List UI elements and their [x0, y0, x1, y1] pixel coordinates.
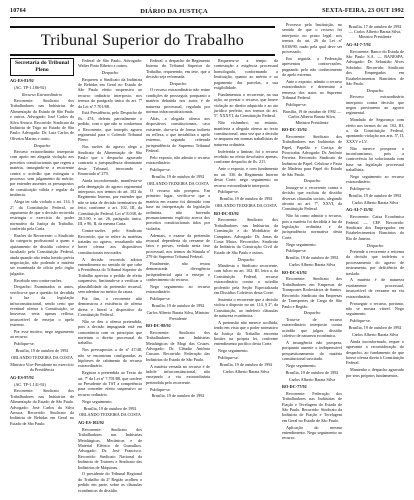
paragraph: Contra-razões pelo Sindicato Recorrido, que se refere às matérias tratadas no agravo, ressaltando não haver ofensa aos dispositivos constitucionais invocados. [78, 228, 142, 255]
signature-line: Brasília, 19 de outubro de 1992 [83, 405, 137, 411]
case-number: AG-ES-81/92 [10, 78, 34, 83]
case-number: RO-DC-88/92 [146, 322, 171, 328]
paragraph: Requereu-se a tempo da contestação a exigência processual homologada, conformando a Instituição, quanto ao mérito e ao pagamento das parcelas, a sua exigibilidade. [214, 58, 278, 91]
paragraph: A insurgência não prospera, porquanto ausente o indispensável prequestionamento da matéria constitucional suscitada. [282, 339, 342, 361]
paragraph: Recebido sem contra-razões. [14, 277, 63, 283]
subheading: Despacho [366, 87, 384, 93]
paragraph: Mandado de Segurança com efeito nos termos do art. 102, III, a, da Constituição Federal, apontando violação aos arts. 5º, II, XXXV e LV. [346, 117, 404, 144]
signature-line: Brasília, 19 de outubro de 1992 [285, 369, 339, 375]
paragraph: Publique-se. [14, 341, 35, 347]
publication-name: DIÁRIO DA JUSTIÇA [140, 7, 208, 15]
paragraph: Razões do Recorrente: o Sindicato da categoria profissional a quem o ajuizamento de dissídio coletivo é facultado pela Constituição Federal, ainda quando não tenha havido prévia negociação, não podendo a matéria ser examinada de ofício pelo órgão julgador. [10, 232, 74, 276]
paragraph: Recorrente: Sindicato dos Trabalhadores nas Indústrias Metalúrgicas de Mogi das Cruzes. Advogado: Dr. Cláudio Antônio Cassaro. Recorrido: Federação das Indústrias do Estado de São Paulo. [146, 329, 210, 362]
case-number: RO-DC-77/92 [282, 383, 307, 389]
signature-line: Brasília, 17 de outubro de 1992 — Carlos Alberto Barata Silva, Ministro Presidente [348, 23, 402, 40]
paragraph: Recorrente: Banco do Estado de São Paulo S.A. — BANESPA. Advogado: Dr. Sebastião Alves Sobrinho. Recorrido: Sindicato dos Empregados em Estabelecimentos Bancários de São Paulo. [346, 48, 404, 86]
paragraph: Aliás, a alegada ofensa aos dispositivos constitucionais, caso existente, dar-se-ia de forma indireta ou reflexa, o que inviabiliza o apelo extremo, segundo reiterada jurisprudência do Supremo Tribunal Federal. [146, 115, 210, 154]
paragraph: A pretensão não merece acolhida, tendo em vista que o poder normativo da Justiça do Trabalho encontra limites na própria lei, conforme entendimento pacífico desta Corte. [214, 319, 278, 347]
paragraph: Não se deu a ofensa pretendida, pois a decisão impugnada está em consonância com os princípios que norteiam o direito processual do trabalho. [78, 318, 142, 346]
signature-line: Carlos Alberto Barata Silva [288, 262, 336, 268]
paragraph: (AC. TP-1.141-92) [14, 381, 46, 387]
signature-line: Brasília, 19 de outubro de 1992 [219, 196, 273, 202]
paragraph: Em seguida, a Federação apresentou contra-razões, pugnando pelo não conhecimento do apelo extremo. [282, 55, 342, 78]
section-heading: Secretaria do Tribunal Pleno [10, 58, 74, 76]
paragraph: Por fim, o recorrente não demonstrou a existência de ofensa direta e literal a dispositivo da Constituição Federal. [78, 295, 142, 318]
paragraph: Recurso extraordinário interposto contra decisão que negou provimento ao agravo regimental. [346, 94, 404, 116]
paragraph: Recorrente: Federação dos Trabalhadores nas Indústrias de Fiação e Tecelagem do Estado de São Paulo. Recorrido: Sindicato da Indústria de Fiação e Tecelagem em Geral no Estado de São Paulo. [282, 390, 342, 423]
case-number: AG-ES-102/92 [78, 419, 104, 425]
case-number: AG-AI-7-7/92 [346, 41, 371, 47]
page-header [10, 6, 404, 16]
signature-line: Carlos Alberto Barata Silva, Ministro Presidente [146, 310, 210, 321]
paragraph: Por esse motivo, nego seguimento ao recurso. [10, 329, 74, 340]
issue-date: SEXTA-FEIRA, 23 OUT 1992 [322, 8, 404, 14]
paragraph: Recorrente: Sindicato dos Trabalhadores nas Indústrias de Alimentação do Estado de São Paulo. Advogado: José Carlos da Silva Arouca. Recorrido: Sindicato da Indústria de Bebidas em Geral no Estado de São Paulo. [10, 388, 74, 426]
column-5 [282, 22, 342, 494]
paragraph: O presidente do Tribunal Regional do Trabalho da 2ª Região acolheu o pedido em parte, sobre as cláusulas econômicas do dissídio. [78, 471, 142, 493]
paragraph: Pretende a recorrente a reforma da decisão que indeferiu o processamento do agravo de instrumento, por deficiência de traslado. [346, 249, 404, 276]
paragraph: Recorrente: Sindicato dos Trabalhadores em Empresas de Transportes Rodoviários de Santos. Recorrido: Sindicato das Empresas de Transportes de Carga de São Paulo e Região. [282, 276, 342, 309]
paragraph: Alega ter sido violado o art. 114, § 2º, da Constituição Federal, ao argumento de que a decisão recorrida restringiu o exercício do poder normativo da Justiça do Trabalho, conferido pela Carta. [10, 199, 74, 232]
paragraph: Publique-se. [350, 186, 371, 192]
paragraph: Pelo exposto, não admito o recurso extraordinário. [146, 155, 210, 166]
paragraph: Publique-se. [218, 189, 239, 195]
paragraph: Publique-se. [286, 101, 307, 107]
column-6 [346, 22, 404, 494]
paragraph: Ainda inconformado, manifesta-se pela denegação do agravo regimental interposto, nos termos do art. 102 do Regimento Interno, por entender que não se trata de decisão terminativa do feito, conforme o art. 102, III, da Constituição Federal, Lei nº 8.038, de 28.5.90, e art. 26, parágrafo único, III, e 96, II, da mesma Carta. [78, 178, 142, 227]
paragraph: O recurso extraordinário não reúne condições de prosseguir, porquanto a matéria debatida nos autos é de natureza processual, regulada por normas infraconstitucionais. [146, 87, 210, 115]
paragraph: Ante o exposto, e com fundamento no art. 336 do Regimento Interno desta Corte, nego seguimento ao recurso extraordinário interposto. [214, 166, 278, 188]
signature-line: Carlos Alberto Barata Silva [222, 368, 270, 374]
subheading: Despacho [303, 310, 321, 316]
column-4 [214, 58, 278, 494]
paragraph: Federal de São Paulo. Advogado: Walter Pinto Ribeiro e outros. [78, 58, 142, 69]
paragraph: Nego seguimento ao recurso extraordinário. [346, 174, 404, 185]
paragraph: Registra a pretendida ao Texto do art. 7º da Lei nº 7.701/88, que confere ao Presidente do TST a competência para conceder efeito suspensivo ao recurso ordinário. [78, 370, 142, 397]
signature-line: Brasília, 19 de outubro de 1992 [348, 193, 402, 199]
paragraph: Processo pela Instituição, no sentido de que o recurso foi interposto no prazo legal, nos termos do art. 26 da Lei nº 8.038/90, razão pela qual deve ser processado. [282, 22, 342, 55]
subheading: Despacho [169, 81, 187, 87]
signature-line: Carlos Alberto Barata Silva [351, 331, 399, 337]
paragraph: Nego seguimento. [82, 398, 113, 404]
paragraph: Não vislumbro, no entanto, manifesta a alegada ofensa ao texto constitucional, uma vez que a decisão se amparou em normas trabalhistas de natureza ordinária. [214, 120, 278, 147]
signature-line: Brasília, 19 de outubro de 1992 [285, 255, 339, 261]
paragraph: Nego seguimento. [218, 348, 249, 354]
paragraph: A matéria versada no recurso é de índole infraconstitucional, não ensejando a via extraordinária pretendida pelo recorrente. [146, 363, 210, 385]
paragraph: Manifesta o Sindicato recorrente, com fulcro no art. 102, III, letra a, da Constituição Federal, recurso extraordinário contra o acórdão proferido pela Seção Especializada em Dissídios Coletivos desta Corte. [214, 262, 278, 295]
case-number: AG-ES-97/92 [10, 374, 34, 380]
subheading: Recurso Extraordinário [22, 91, 62, 97]
paragraph: Publique-se. [286, 248, 307, 254]
paragraph: O recurso não prospera. Em primeiro lugar, verifica-se que a matéria em exame foi dirimida com base na interpretação da legislação ordinária, não havendo pronunciamento explícito acerca dos preceitos constitucionais tidos por violados. [146, 188, 210, 231]
signature-line: Carlos Alberto Barata Silva [288, 376, 336, 382]
signature-line: Brasília, 19 de outubro de 1992 — Carlos Alberto Barata Silva, Ministro Presidente [282, 108, 342, 125]
case-number: AG-AI-7-15/92 [346, 207, 373, 213]
paragraph: Despacho: Examinados os autos, verifica-se que a questão foi decidida à luz da legislação infraconstitucional, sendo certo que eventual ofensa à Constituição, se houvesse, seria apenas reflexa, insuscetível de ensejar o apelo extremo. [10, 284, 74, 328]
paragraph: Finalmente, não restou demonstrada divergência jurisprudencial apta a ensejar o conhecimento do recurso. [146, 261, 210, 283]
paragraph: Publique-se. [150, 386, 171, 392]
signature-line: Ministro Vice-Presidente no exercício da Presidência [10, 361, 74, 373]
paragraph: Prosseguir o recurso, portanto, não se mostra viável. Nego seguimento. [346, 300, 404, 317]
paragraph: Federal, o despacho do Regimento Interno do Tribunal Superior do Trabalho, requerendo, em tese, que a decisão seja reformada. [146, 58, 210, 80]
paragraph: Ainda inconformado, requer o agravante a reconsideração do despacho, ao fundamento de que houve ofensa direta à Constituição Federal. [346, 338, 404, 366]
signature-line: Carlos Alberto Barata Silva [351, 200, 399, 206]
signature-line: ORLANDO TEIXEIRA DA COSTA [215, 203, 277, 209]
subheading: Despacho [237, 256, 255, 262]
signature-line: Brasília, 19 de outubro de 1992 [151, 393, 205, 399]
paragraph: Publique-se. [350, 318, 371, 324]
paragraph: Recorrente: Sindicato dos Trabalhadores nas Indústrias Metalúrgicas, Mecânicas e de Material Elétrico de Guarulhos. Advogado: Dr. José Francisco. Recorrido: Sindicato Nacional da Indústria de Tratores e Sindicato das Indústrias de Máquinas. [78, 426, 142, 470]
page-number: 10764 [10, 8, 26, 14]
signature-line: ORLANDO TEIXEIRA DA COSTA [79, 412, 141, 418]
paragraph: Não merece prosperar o inconformismo, pois a controvérsia foi solucionada com base na legislação processual trabalhista. [346, 145, 404, 173]
column-2 [78, 58, 142, 494]
case-number: RO-DC-35/92 [282, 126, 307, 132]
paragraph: Publique-se. [150, 167, 171, 173]
subheading: Despacho [101, 70, 119, 76]
paragraph: Sustenta o recorrente que a decisão violou o disposto no art. 114, § 2º, da Constituição, ao indeferir cláusulas de natureza econômica. [214, 296, 278, 318]
paragraph: Recorrente: Caixa Econômica Federal — CEF. Recorrido: Sindicato dos Empregados em Estabelecimentos Bancários do Rio de Janeiro. [346, 214, 404, 241]
case-number: RO-DC-61/92 [282, 269, 307, 275]
subheading: Despacho [366, 242, 384, 248]
court-title: Tribunal Superior do Trabalho [10, 26, 275, 56]
column-3 [146, 58, 210, 494]
paragraph: Trata-se de recurso extraordinário interposto contra acórdão que julgou dissídio coletivo de natureza econômica. [282, 316, 342, 338]
paragraph: Não há como admitir o recurso, pois a matéria foi decidida à luz da legislação ordinária e da jurisprudência normativa desta Corte. [282, 213, 342, 240]
subheading: Despacho [303, 178, 321, 184]
signature-line: Brasília, 19 de outubro de 1992 [15, 348, 69, 354]
paragraph: Recorrente: Sindicato dos Trabalhadores nas Indústrias de Alimentação do Estado de São Paulo e outros. Advogado: José Carlos da Silva Arouca. Recorrido: Sindicato da Indústria de Trigo no Estado de São Paulo. Advogado: Dr. Luiz Carlos de Oliveira Marins e outro. [10, 98, 74, 141]
paragraph: (AC. TP-1.186-92) [14, 84, 46, 90]
signature-line: Brasília, 19 de outubro de 1992 [151, 174, 205, 180]
paragraph: A matéria é de natureza estritamente processual, insuscetível de reexame na via extraordinária. [346, 277, 404, 299]
paragraph: Requereu o Sindicato da Indústria de Bebidas em Geral no Estado de São Paulo efeito suspensivo ao recurso ordinário interposto, nos termos do parágrafo único do art. 7º da Lei nº 7.701/88. [78, 76, 142, 109]
case-number: RO-DC-83/92 [214, 210, 239, 216]
column-1 [10, 58, 74, 494]
signature-line: ORLANDO TEIXEIRA DA COSTA [11, 355, 73, 361]
paragraph: Nego seguimento ao recurso extraordinário. [146, 284, 210, 295]
paragraph: A decisão recorrida adotou entendimento no sentido de que cabe à Presidência do Tribunal Superior do Trabalho apreciar o pedido de efeito suspensivo, limitando-se a verificar a plausibilidade da pretensão recursal, sem adentrar no mérito da causa. [78, 256, 142, 294]
paragraph: Fundamentou o recorrente, na sua ação, ao prestar o recurso, que houve violação ao direito adquirido e ao ato jurídico perfeito, nos termos do art. 5º, XXXVI, da Constituição Federal. [214, 91, 278, 119]
paragraph: Ademais, o exame da pretensão recursal dependeria do reexame de fatos e provas, vedado nesta fase processual, nos termos da Súmula nº 279 do Supremo Tribunal Federal. [146, 232, 210, 260]
paragraph: Está Presidência, pelo Despacho de fls. 474, deferiu parcialmente o pedido, com o que não se conformou o Recorrente, que interpôs agravo regimental para o Colendo Tribunal Pleno. [78, 110, 142, 143]
paragraph: Publique-se. [150, 296, 171, 302]
paragraph: Indeferida a liminar, foi o recurso recebido no efeito devolutivo apenas, conforme despacho de fls. 211. [214, 148, 278, 165]
paragraph: Ante o exposto, admito o recurso extraordinário e determino a remessa dos autos ao Supremo Tribunal Federal. [282, 78, 342, 101]
paragraph: Nas razões do agravo alega o Sindicato da Alimentação de São Paulo que o despacho agravado contraria a jurisprudência dominante deste Tribunal, invocando o Enunciado nº 279. [78, 144, 142, 177]
signature-line: Brasília, 19 de outubro de 1992 [219, 361, 273, 367]
header-rule [10, 17, 404, 18]
paragraph: Insurge-se o recorrente contra a decisão que excluiu do dissídio diversas cláusulas sociais, alegando afronta ao art. 7º, XXVI, da Constituição Federal. [282, 184, 342, 212]
paragraph: Aplicação do mesmo entendimento. Nego seguimento ao recurso. [282, 424, 342, 441]
paragraph: Nego seguimento. [286, 362, 317, 368]
signature-line: ORLANDO TEIXEIRA DA COSTA [147, 181, 209, 187]
paragraph: Nos pressupostos a de nº 47/48, não se encontram configuradas as hipóteses de cabimento do recurso extraordinário. [78, 347, 142, 369]
paragraph: Recorrente: Sindicato dos Trabalhadores nas Indústrias da Construção e do Mobiliário de Campinas. Advogado: Dr. Jonas da Costa Matos. Recorridos: Sindicato da Indústria da Construção Civil do Estado de São Paulo e outros. [214, 217, 278, 255]
paragraph: Publique-se. [218, 355, 239, 361]
paragraph: Nego seguimento. [286, 241, 317, 247]
paragraph: Mantenho o despacho agravado por seus próprios fundamentos. [346, 367, 404, 378]
signature-line: Brasília, 19 de outubro de 1992 [348, 325, 402, 331]
paragraph: Recorrente: Sindicato dos Trabalhadores nas Indústrias de Papel, Papelão e Cortiça de Piracicaba. Advogado: Dr. Antônio Ferreira. Recorrido: Sindicato da Indústria de Papel, Celulose e Pasta de Madeira para Papel do Estado de São Paulo. [282, 133, 342, 177]
paragraph: Recurso extraordinário interposto com apoio em alegada violação aos preceitos constitucionais que regem a matéria, insurgindo-se a recorrente contra o acórdão que extinguiu o processo, sem julgamento do mérito, por entender ausentes os pressupostos de constituição válida e regular da instância. [10, 149, 74, 198]
subheading: Despacho [33, 142, 51, 148]
signature-line: Brasília, 19 de outubro de 1992 [151, 303, 205, 309]
